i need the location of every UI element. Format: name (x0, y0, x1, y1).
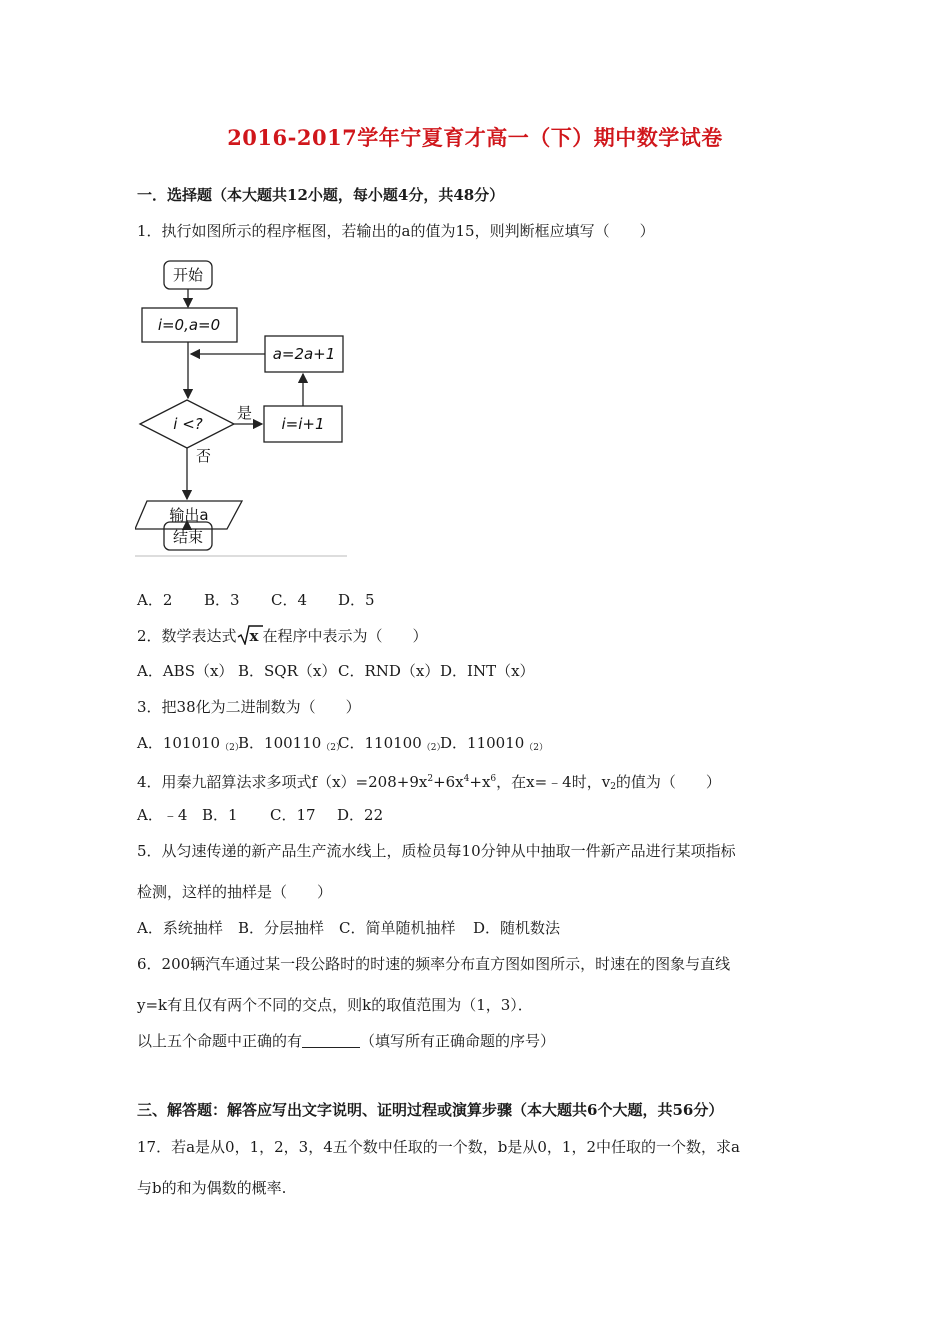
q2-option-d: D．INT（x） (440, 662, 535, 680)
flow-init-label: i=0,a=0 (157, 316, 221, 334)
q4-text-part: 4．用秦九韶算法求多项式f（x）=208+9x (137, 773, 428, 791)
q6-line-3b: （填写所有正确命题的序号） (360, 1032, 556, 1050)
flowchart (135, 253, 350, 558)
question-5-options (137, 918, 560, 938)
flow-decision-label: i <? (173, 415, 203, 433)
q4-option-d: D．22 (337, 806, 384, 824)
q2-option-a: A．ABS（x） (137, 662, 234, 680)
q5-option-c: C．简单随机抽样 (339, 919, 456, 937)
question-4-text (137, 769, 721, 797)
question-6-line-3 (137, 1031, 555, 1051)
q4-text-part: +x (469, 773, 491, 791)
section-heading-choice: 一．选择题（本大题共12小题，每小题4分，共48分） (137, 186, 505, 204)
q4-text-part: 的值为（ ） (615, 773, 721, 791)
q4-text-part: +6x (433, 773, 464, 791)
page-title: 2016-2017学年宁夏育才高一（下）期中数学试卷 (227, 125, 723, 150)
flow-no-label: 否 (196, 447, 212, 465)
question-5-line-2: 检测，这样的抽样是（ ） (137, 883, 333, 901)
question-5-line-1: 5．从匀速传递的新产品生产流水线上，质检员每10分钟从中抽取一件新产品进行某项指标 (137, 842, 736, 860)
question-17-line-2: 与b的和为偶数的概率. (137, 1179, 287, 1197)
q4-exponent: 6 (490, 774, 497, 784)
question-6-line-2: y=k有且仅有两个不同的交点，则k的取值范围为（1，3）． (137, 996, 533, 1014)
q1-option-b: B．3 (204, 591, 240, 609)
q2-prefix: 2．数学表达式 (137, 627, 237, 645)
q3-option-a: A．101010 (137, 734, 221, 752)
sqrt-symbol (237, 625, 263, 645)
question-6-line-1: 6．200辆汽车通过某一段公路时的时速的频率分布直方图如图所示，时速在的图象与直线 (137, 955, 731, 973)
answer-blank (302, 1033, 360, 1048)
q4-option-b: B．1 (202, 806, 238, 824)
q2-suffix: 在程序中表示为（ ） (262, 627, 428, 645)
q2-radicand: x (249, 627, 259, 645)
question-1-options (137, 590, 375, 610)
flow-update-a-label: a=2a+1 (272, 345, 336, 363)
q2-option-b: B．SQR（x） (238, 662, 337, 680)
question-3-options (137, 733, 548, 758)
q3-option-b: B．100110 (238, 734, 322, 752)
q1-option-c: C．4 (271, 591, 308, 609)
q5-option-a: A．系统抽样 (137, 919, 223, 937)
q3-option-a-base: （2） (220, 743, 244, 753)
question-4-options (137, 805, 383, 825)
q3-option-d-base: （2） (524, 743, 549, 753)
q3-option-b-base: （2） (321, 743, 346, 753)
question-3-text: 3．把38化为二进制数为（ ） (137, 698, 361, 716)
flow-start-label: 开始 (172, 266, 204, 284)
flow-yes-label: 是 (237, 404, 253, 422)
q4-option-c: C．17 (270, 806, 316, 824)
q4-exponent: 4 (463, 774, 470, 784)
q4-text-part: ，在x=﹣4时，v (496, 773, 611, 791)
q4-subscript: 2 (610, 782, 616, 792)
q6-line-3a: 以上五个命题中正确的有 (137, 1032, 303, 1050)
flow-update-i-label: i=i+1 (281, 415, 325, 433)
question-1-text: 1．执行如图所示的程序框图，若输出的a的值为15，则判断框应填写（ ） (137, 222, 655, 240)
q5-option-d: D．随机数法 (473, 919, 561, 937)
flow-output-label: 输出a (169, 506, 209, 524)
question-17-line-1: 17．若a是从0，1，2，3，4五个数中任取的一个数，b是从0，1，2中任取的一个数，求a (137, 1138, 740, 1156)
question-2-options (137, 661, 535, 681)
q5-option-b: B．分层抽样 (238, 919, 325, 937)
q4-option-a: A．﹣4 (137, 806, 188, 824)
flow-end-label: 结束 (172, 528, 204, 546)
q3-option-d: D．110010 (440, 734, 525, 752)
section-heading-answers: 三、解答题：解答应写出文字说明、证明过程或演算步骤（本大题共6个大题，共56分） (137, 1101, 724, 1119)
q2-option-c: C．RND（x） (338, 662, 440, 680)
q3-option-c-base: （2） (421, 743, 446, 753)
q1-option-d: D．5 (338, 591, 375, 609)
q4-exponent: 2 (427, 774, 434, 784)
question-2-text (137, 625, 428, 646)
q1-option-a: A．2 (137, 591, 173, 609)
q3-option-c: C．110100 (338, 734, 422, 752)
